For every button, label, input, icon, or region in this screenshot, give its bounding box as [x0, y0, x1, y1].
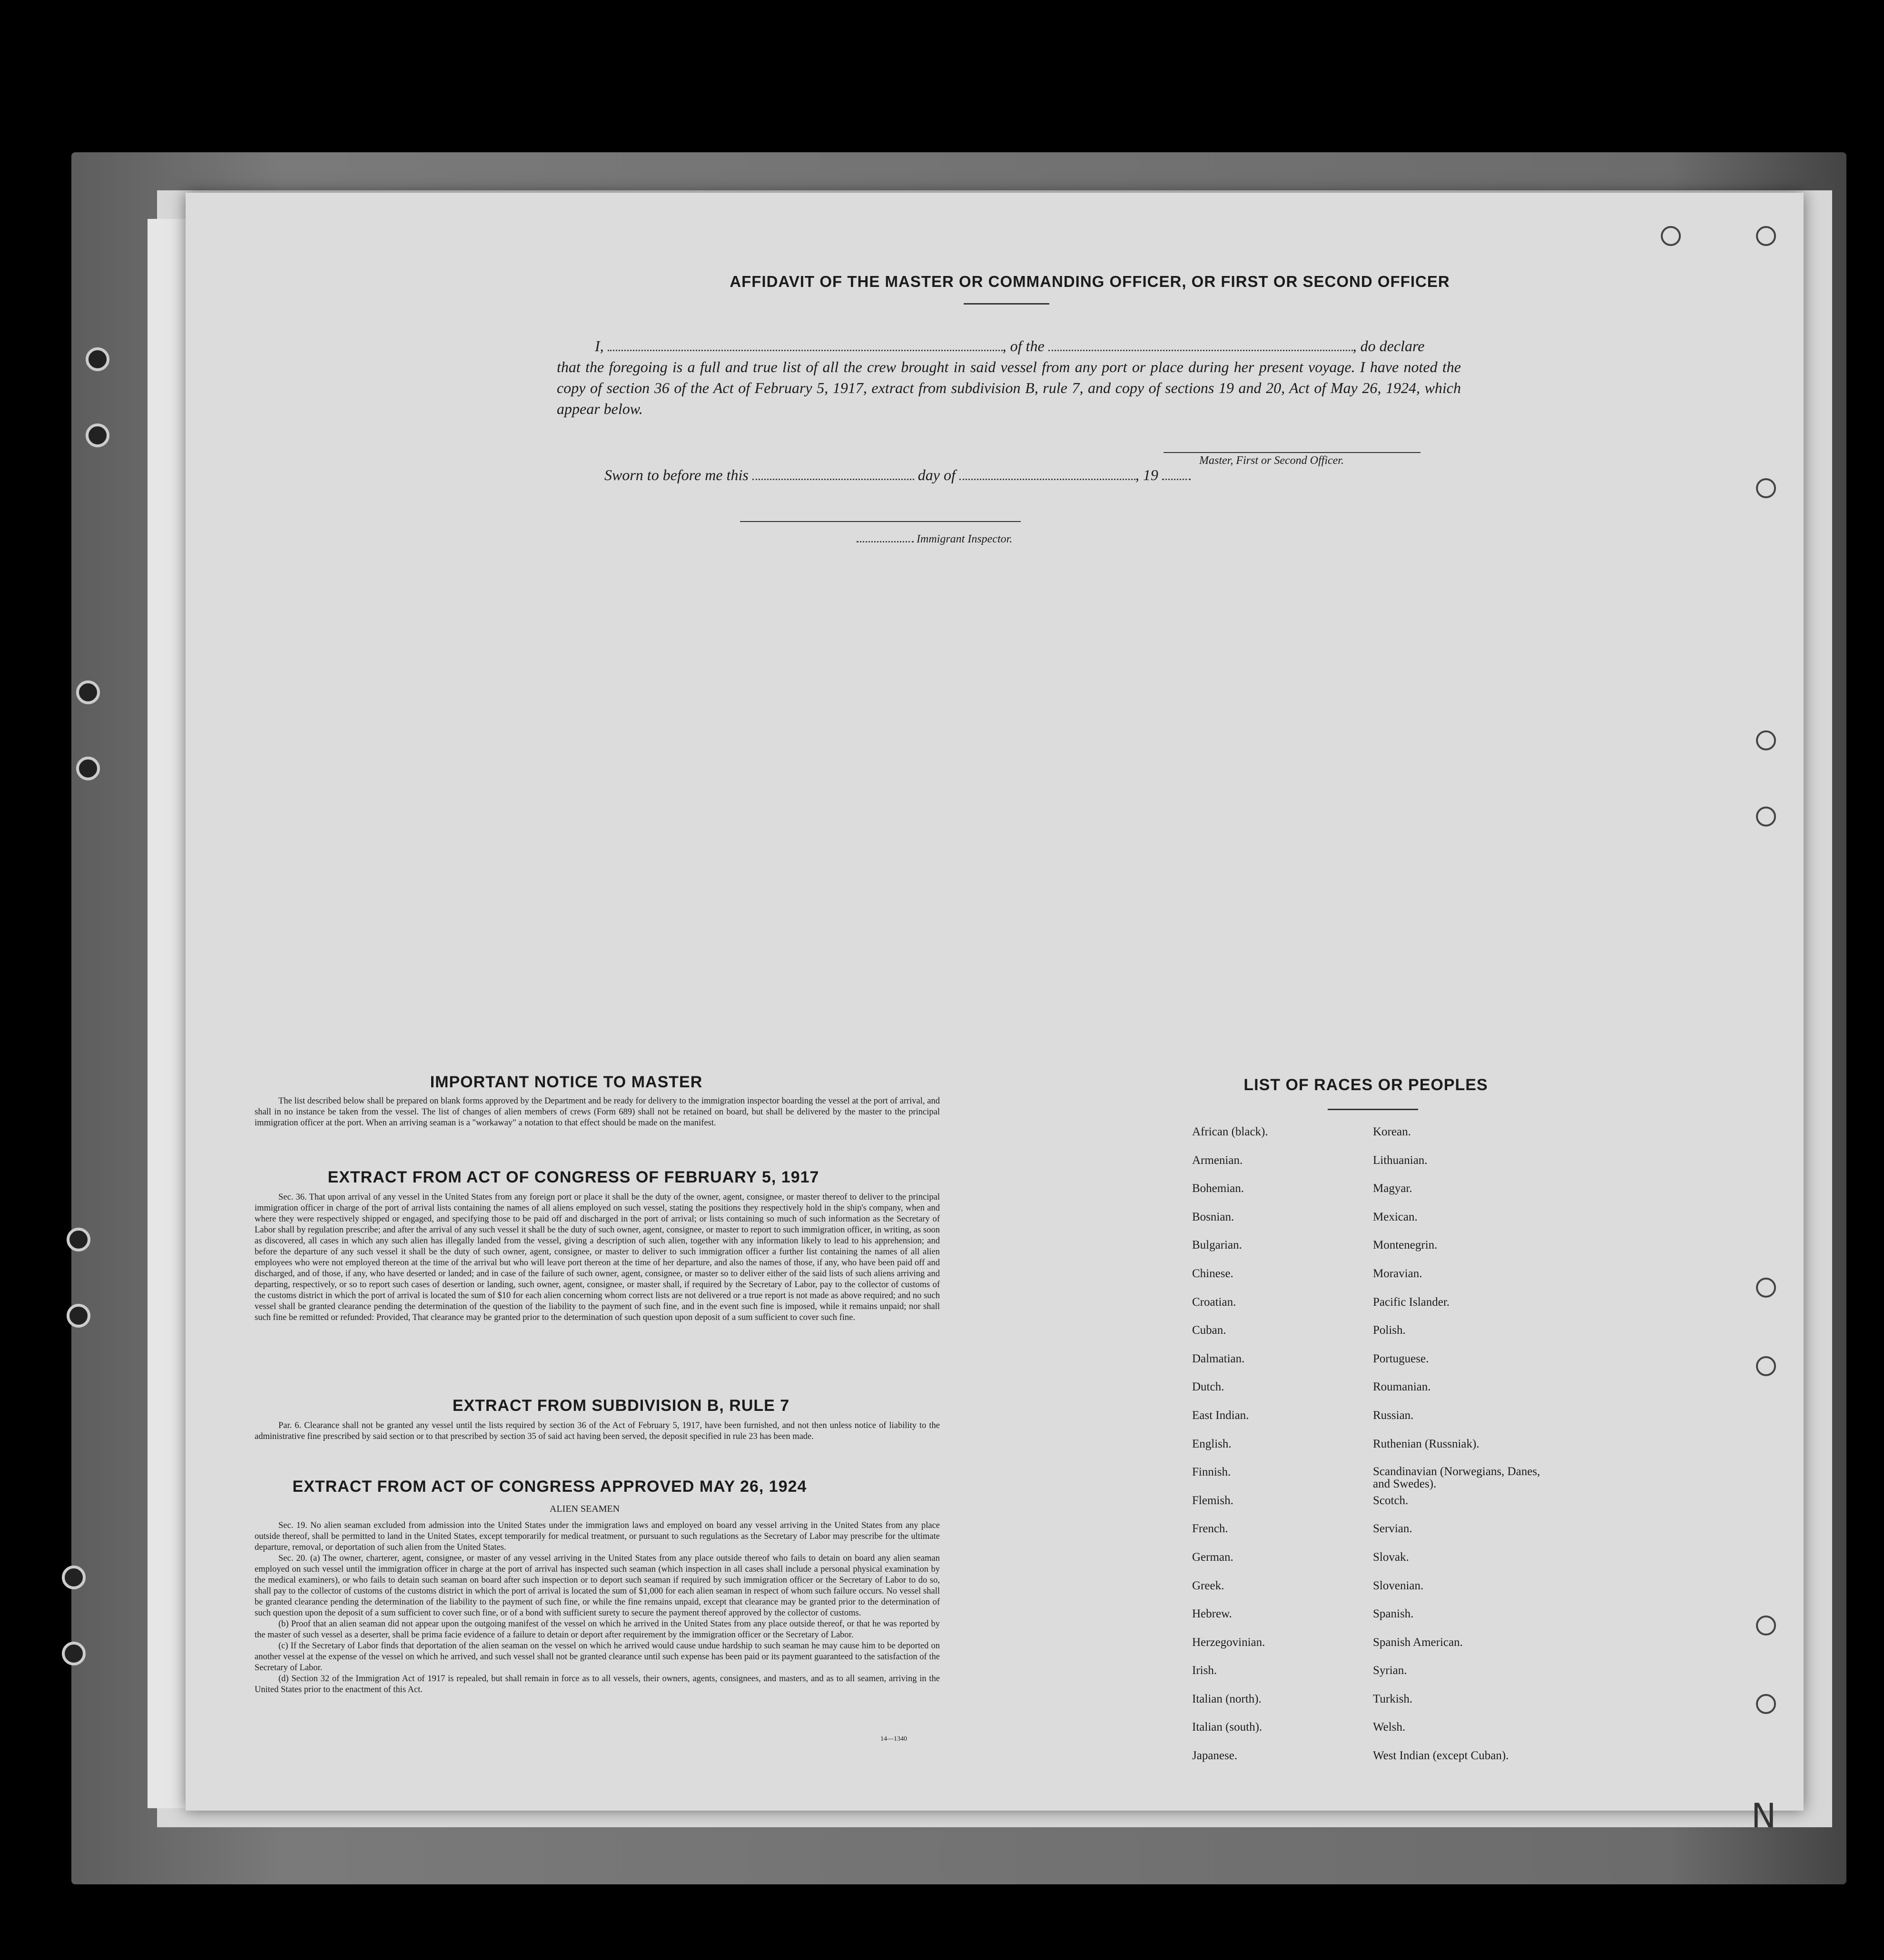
race-item: African (black). [1192, 1125, 1268, 1138]
vessel-prefix: , of the [1002, 337, 1045, 355]
race-item: West Indian (except Cuban). [1373, 1749, 1509, 1763]
sec19-paragraph: Sec. 19. No alien seaman excluded from admission into the United States under the immigration laws and employed on board any vessel arriving in the United States from any place outside thereof, shall be permitted to land in the United States, except temporarily for medical treatment, or pursuant to such regulations as the Secretary of Labor may prescribe for the ultimate departure, removal, or deportation of such alien from the United States. [255, 1521, 940, 1552]
declarant-prefix: I, [595, 337, 604, 355]
race-item: Welsh. [1373, 1721, 1406, 1734]
race-item: Slovak. [1373, 1550, 1409, 1564]
inspector-signature-label [857, 533, 1012, 546]
sworn-year-prefix: , 19 [1135, 466, 1158, 483]
race-item: Slovenian. [1373, 1579, 1424, 1592]
punch-hole [1756, 478, 1776, 498]
race-item: Bulgarian. [1192, 1239, 1242, 1252]
inspector-signature-line [740, 521, 1021, 522]
race-item: Syrian. [1373, 1664, 1407, 1677]
extract-1924-subtitle: ALIEN SEAMEN [550, 1504, 620, 1514]
race-item: Portuguese. [1373, 1352, 1429, 1365]
race-item: Italian (north). [1192, 1692, 1262, 1705]
inspector-label: Immigrant Inspector. [917, 533, 1013, 545]
sworn-year-blank [1162, 479, 1191, 480]
affidavit-title: AFFIDAVIT OF THE MASTER OR COMMANDING OFFICER, OR FIRST OR SECOND OFFICER [730, 273, 1450, 290]
sworn-day-blank [752, 479, 914, 480]
form-number: 14—1340 [880, 1735, 907, 1743]
notice-title: IMPORTANT NOTICE TO MASTER [430, 1073, 703, 1091]
binder-hole-1 [86, 347, 109, 371]
document-page [186, 193, 1804, 1835]
binder-hole-7 [62, 1566, 86, 1589]
race-item: Greek. [1192, 1579, 1224, 1592]
extract-1917-text [255, 1192, 940, 1323]
races-title-rule [1328, 1109, 1418, 1110]
inspector-blank [857, 541, 914, 542]
races-right-column [1373, 1125, 1554, 1778]
sec20b-paragraph: (b) Proof that an alien seaman did not appear upon the outgoing manifest of the vessel on which he arrived in the United States from any place outside thereof, or that he was reported by the master of such vessel as a deserter, shall be prima facie evidence of a failure to detain or deport after requirement by the immigration officer or the Secretary of Labor. [255, 1619, 940, 1640]
binder-hole-3 [76, 680, 100, 704]
race-item: Italian (south). [1192, 1721, 1263, 1734]
master-signature-line [1164, 452, 1420, 453]
sworn-line [604, 466, 1191, 484]
rule7-text [255, 1420, 940, 1442]
race-item: Irish. [1192, 1664, 1217, 1677]
name-blank [608, 350, 1003, 351]
declaration-body: that the foregoing is a full and true list of all the crew brought in said vessel from any port or place during her present voyage. I have noted the copy of section 36 of the Act of February 5, 1917, extract from subdivision B, rule 7, and copy of sections 19 and 20, Act of May 26, 1924, which appear below. [557, 358, 1461, 417]
extract-1917-paragraph: Sec. 36. That upon arrival of any vessel in the United States from any foreign port or place it shall be the duty of the owner, agent, consignee, or master thereof to deliver to the principal immigration officer in charge of the port of arrival lists containing the names of all aliens employed on such vessel, stating the positions they respectively hold in the ship's company, when and where they were respectively shipped or engaged, and specifying those to be paid off and discharged in the port of arrival; or lists containing so much of such information as the Secretary of Labor shall by regulation prescribe; and after the arrival of any such vessel it shall be the duty of such owner, agent, consignee, or master to report to such immigration officer, in writing, as soon as discovered, all cases in which any such alien has illegally landed from the vessel, giving a description of such alien, together with any information likely to lead to his apprehension; and before the departure of any such vessel it shall be the duty of such owner, agent, consignee, or master to deliver to such immigration officer a further list containing the names of all alien employees who were not employed thereon at the time of the arrival but who will leave port thereon at the time of her departure, and also the names of those, if any, who have been paid off and discharged, and of those, if any, who have deserted or landed; and in case of the failure of such owner, agent, consignee, or master so to deliver either of the said lists of such aliens arriving and departing, respectively, or so to report such cases of desertion or landing, such owner, agent, consignee, or master shall, if required by the Secretary of Labor, pay to the collector of customs of the customs district in which the port of arrival is located the sum of $10 for each alien concerning whom correct lists are not delivered or a true report is not made as above required; and no such vessel shall be granted clearance pending the determination of the question of the liability to the payment of such fine, and in the event such fine is imposed, while it remains unpaid; nor shall such fine be remitted or refunded: Provided, That clearance may be granted prior to the determination of such question upon deposit of a sum sufficient to cover such fine. [255, 1192, 940, 1322]
race-item: Scotch. [1373, 1494, 1409, 1507]
punch-hole [1661, 226, 1681, 246]
sworn-month-blank [959, 479, 1135, 480]
race-item: Servian. [1373, 1522, 1412, 1536]
affidavit-body [557, 335, 1461, 419]
race-item: Bosnian. [1192, 1210, 1234, 1223]
race-item: Ruthenian (Russniak). [1373, 1437, 1480, 1450]
race-item: Hebrew. [1192, 1607, 1232, 1621]
race-item: East Indian. [1192, 1408, 1249, 1422]
binder-hole-4 [76, 757, 100, 780]
rule7-paragraph: Par. 6. Clearance shall not be granted any vessel until the lists required by section 36 of the Act of February 5, 1917, have been furnished, and not then unless notice of liability to the administrative fine prescribed by said section or to that prescribed by section 35 of said act having been served, the deposit specified in rule 23 has been made. [255, 1421, 940, 1441]
race-item: Moravian. [1373, 1267, 1422, 1280]
race-item: Bohemian. [1192, 1182, 1244, 1195]
punch-hole [1756, 1278, 1776, 1298]
sworn-month-prefix: day of [917, 466, 956, 483]
race-item: Korean. [1373, 1125, 1411, 1138]
extract-1917-title: EXTRACT FROM ACT OF CONGRESS OF FEBRUARY 5, 1917 [327, 1168, 819, 1186]
race-item: Montenegrin. [1373, 1239, 1438, 1252]
race-item: Dalmatian. [1192, 1352, 1245, 1365]
punch-hole [1756, 807, 1776, 827]
declaration-line [557, 335, 1461, 356]
race-item: Russian. [1373, 1408, 1414, 1422]
race-item: Croatian. [1192, 1295, 1236, 1309]
sworn-prefix: Sworn to before me this [604, 466, 749, 483]
punch-hole [1756, 1615, 1776, 1635]
race-item: Scandinavian (Norwegians, Danes, and Swedes). [1373, 1465, 1540, 1491]
punch-hole [1756, 1694, 1776, 1714]
race-item: Pacific Islander. [1373, 1295, 1450, 1309]
notice-text [255, 1096, 940, 1129]
punch-hole [1756, 1356, 1776, 1376]
race-item: Finnish. [1192, 1466, 1231, 1479]
race-item: Flemish. [1192, 1494, 1233, 1507]
punch-hole [1756, 226, 1776, 246]
master-signature-label: Master, First or Second Officer. [1199, 454, 1344, 467]
race-item: Lithuanian. [1373, 1153, 1428, 1167]
race-item: Roumanian. [1373, 1380, 1431, 1394]
race-item: Chinese. [1192, 1267, 1233, 1280]
binder-hole-2 [86, 424, 109, 447]
race-item: Dutch. [1192, 1380, 1224, 1394]
race-item: Spanish. [1373, 1607, 1414, 1621]
race-item: German. [1192, 1550, 1233, 1564]
binder-hole-5 [67, 1228, 90, 1251]
extract-1924-title: EXTRACT FROM ACT OF CONGRESS APPROVED MAY 26, 1924 [292, 1477, 807, 1496]
handwritten-mark: N [1751, 1796, 1776, 1835]
race-item: Spanish American. [1373, 1635, 1463, 1649]
race-item: Cuban. [1192, 1324, 1226, 1337]
title-rule [964, 303, 1049, 305]
binder-hole-6 [67, 1304, 90, 1328]
extract-1924-text [255, 1520, 940, 1695]
punch-hole [1756, 730, 1776, 750]
binder-hole-8 [62, 1642, 86, 1665]
race-item: Armenian. [1192, 1153, 1243, 1167]
sec20c-paragraph: (c) If the Secretary of Labor finds that deportation of the alien seaman on the vessel on which he arrived would cause undue hardship to such seaman he may cause him to be deported on another vessel at the expense of the vessel on which he arrived, and such vessel shall not be granted clearance until such expense has been paid or its payment guaranteed to the satisfaction of the Secretary of Labor. [255, 1641, 940, 1673]
race-item: Herzegovinian. [1192, 1635, 1265, 1649]
race-item: Magyar. [1373, 1182, 1412, 1195]
race-item: French. [1192, 1522, 1228, 1536]
sec20a-paragraph: Sec. 20. (a) The owner, charterer, agent, consignee, or master of any vessel arriving in the United States from any place outside thereof who fails to detain on board any alien seaman employed on such vessel until the immigration officer in charge at the port of arrival has inspected such seaman (which inspection in all cases shall include a personal physical examination by the medical examiners), or who fails to detain such seaman on board after such inspection or to deport such seaman if required by such immigration officer or the Secretary of Labor to do so, shall pay to the collector of customs of the customs district in which the port of arrival is located the sum of $1,000 for each alien seaman in respect of whom such failure occurs. No vessel shall be granted clearance pending the determination of the liability to the payment of such fine, or while the fine remains unpaid, except that clearance may be granted prior to the determination of such question upon the deposit of a sum sufficient to cover such fine, or of a bond with sufficient surety to secure the payment thereof approved by the collector of customs. [255, 1554, 940, 1618]
vessel-blank [1048, 350, 1353, 351]
sec20d-paragraph: (d) Section 32 of the Immigration Act of 1917 is repealed, but shall remain in force as to all vessels, their owners, agents, consignees, and masters, and as to all seamen, arriving in the United States prior to the enactment of this Act. [255, 1674, 940, 1694]
rule7-title: EXTRACT FROM SUBDIVISION B, RULE 7 [452, 1397, 790, 1415]
race-item: Mexican. [1373, 1210, 1418, 1223]
races-left-column [1192, 1125, 1354, 1778]
races-title: LIST OF RACES OR PEOPLES [1243, 1076, 1488, 1094]
race-item: Polish. [1373, 1324, 1406, 1337]
declare-text: , do declare [1352, 337, 1425, 355]
race-item: Japanese. [1192, 1749, 1238, 1763]
notice-paragraph: The list described below shall be prepared on blank forms approved by the Department and be ready for delivery to the immigration inspector boarding the vessel at the port of arrival, and shall in no instance be taken from the vessel. The list of changes of alien members of crews (Form 689) shall not be retained on board, but shall be delivered by the master to the principal immigration officer at the port. When an arriving seaman is a "workaway" a notation to that effect should be made on the manifest. [255, 1096, 940, 1128]
race-item: English. [1192, 1437, 1232, 1450]
race-item: Turkish. [1373, 1692, 1413, 1705]
